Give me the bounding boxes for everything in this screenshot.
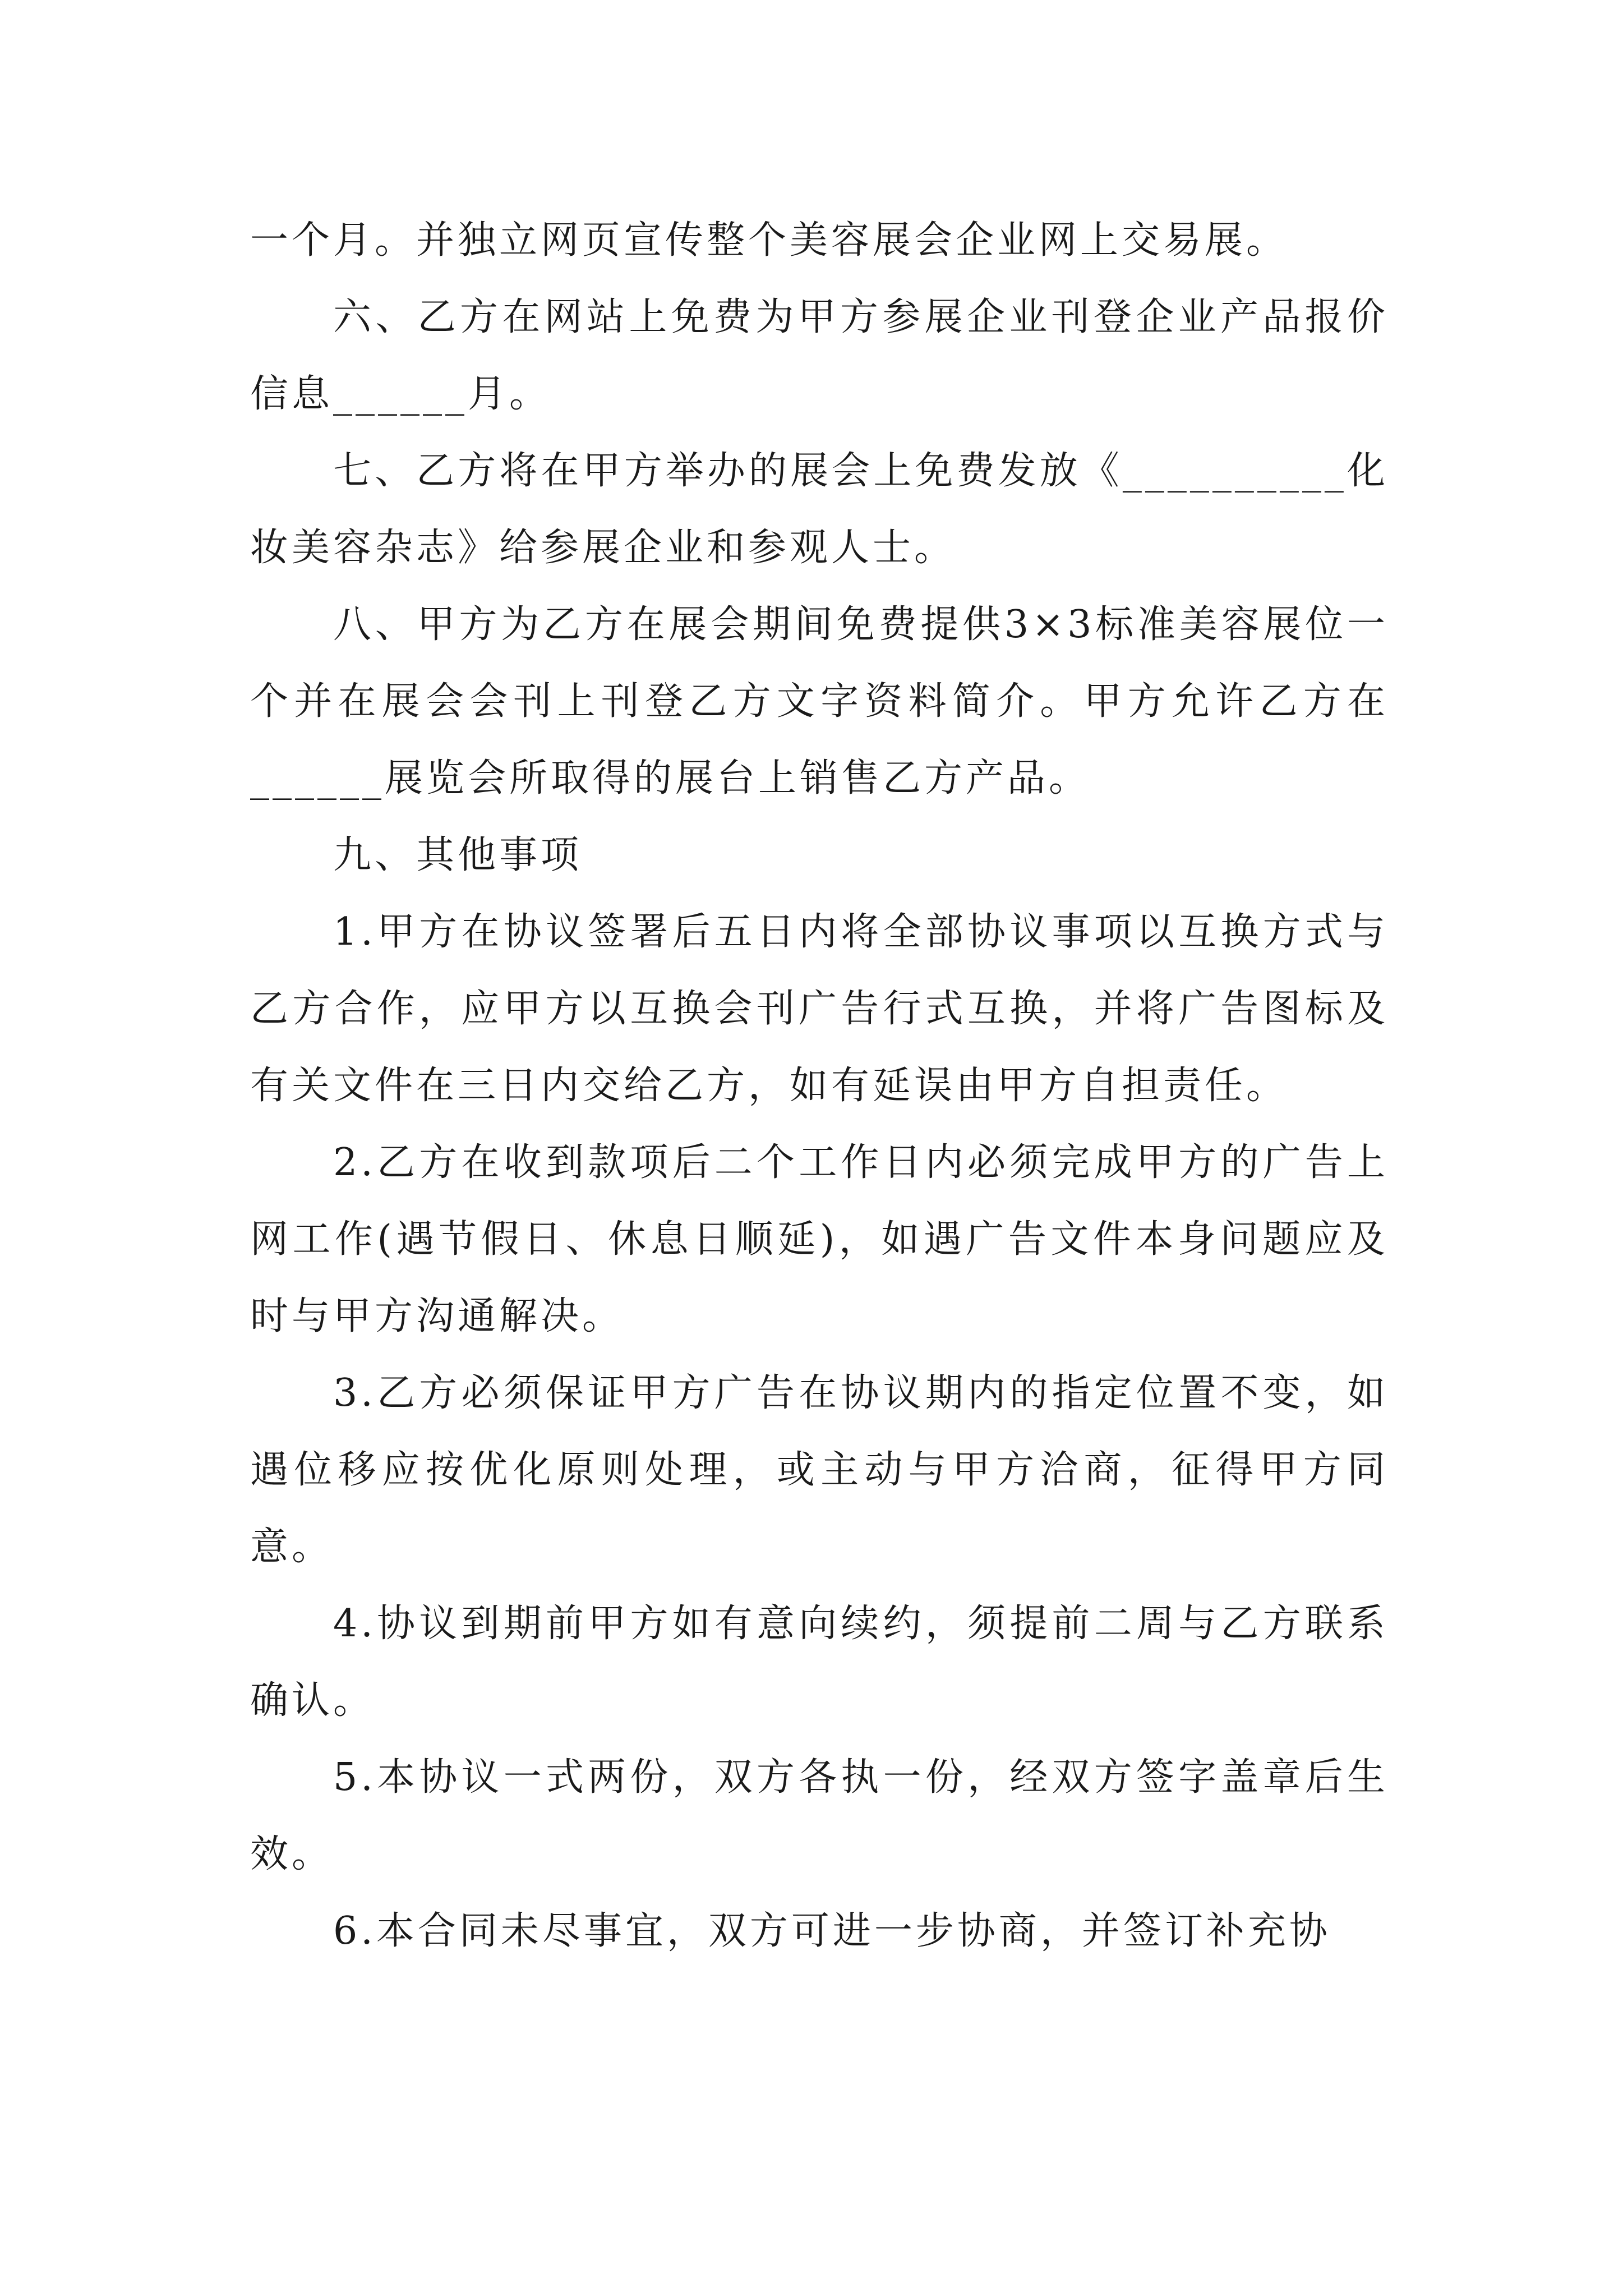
document-body	[250, 202, 1389, 1970]
paragraph-item-1: 1.甲方在协议签署后五日内将全部协议事项以互换方式与乙方合作，应甲方以互换会刊广告行式互换，并将广告图标及有关文件在三日内交给乙方，如有延误由甲方自担责任。	[250, 910, 1389, 1108]
paragraph-clause-8: 八、甲方为乙方在展会期间免费提供3×3标准美容展位一个并在展会会刊上刊登乙方文字资料简介。甲方允许乙方在______展览会所取得的展台上销售乙方产品。	[250, 602, 1389, 800]
paragraph-item-2: 2.乙方在收到款项后二个工作日内必须完成甲方的广告上网工作(遇节假日、休息日顺延)，如遇广告文件本身问题应及时与甲方沟通解决。	[250, 1140, 1389, 1338]
paragraph-clause-6: 六、乙方在网站上免费为甲方参展企业刊登企业产品报价信息______月。	[250, 295, 1389, 416]
paragraph-continuation: 一个月。并独立网页宣传整个美容展会企业网上交易展。	[250, 218, 1288, 263]
paragraph-item-6: 6.本合同未尽事宜，双方可进一步协商，并签订补充协	[333, 1909, 1331, 1953]
paragraph-item-4: 4.协议到期前甲方如有意向续约，须提前二周与乙方联系确认。	[250, 1602, 1389, 1723]
paragraph-clause-9-heading: 九、其他事项	[333, 833, 583, 877]
paragraph-item-5: 5.本协议一式两份，双方各执一份，经双方签字盖章后生效。	[250, 1755, 1389, 1876]
paragraph-item-3: 3.乙方必须保证甲方广告在协议期内的指定位置不变，如遇位移应按优化原则处理，或主动与甲方洽商，征得甲方同意。	[250, 1371, 1389, 1569]
paragraph-clause-7: 七、乙方将在甲方举办的展会上免费发放《__________化妆美容杂志》给参展企业和参观人士。	[250, 449, 1389, 570]
